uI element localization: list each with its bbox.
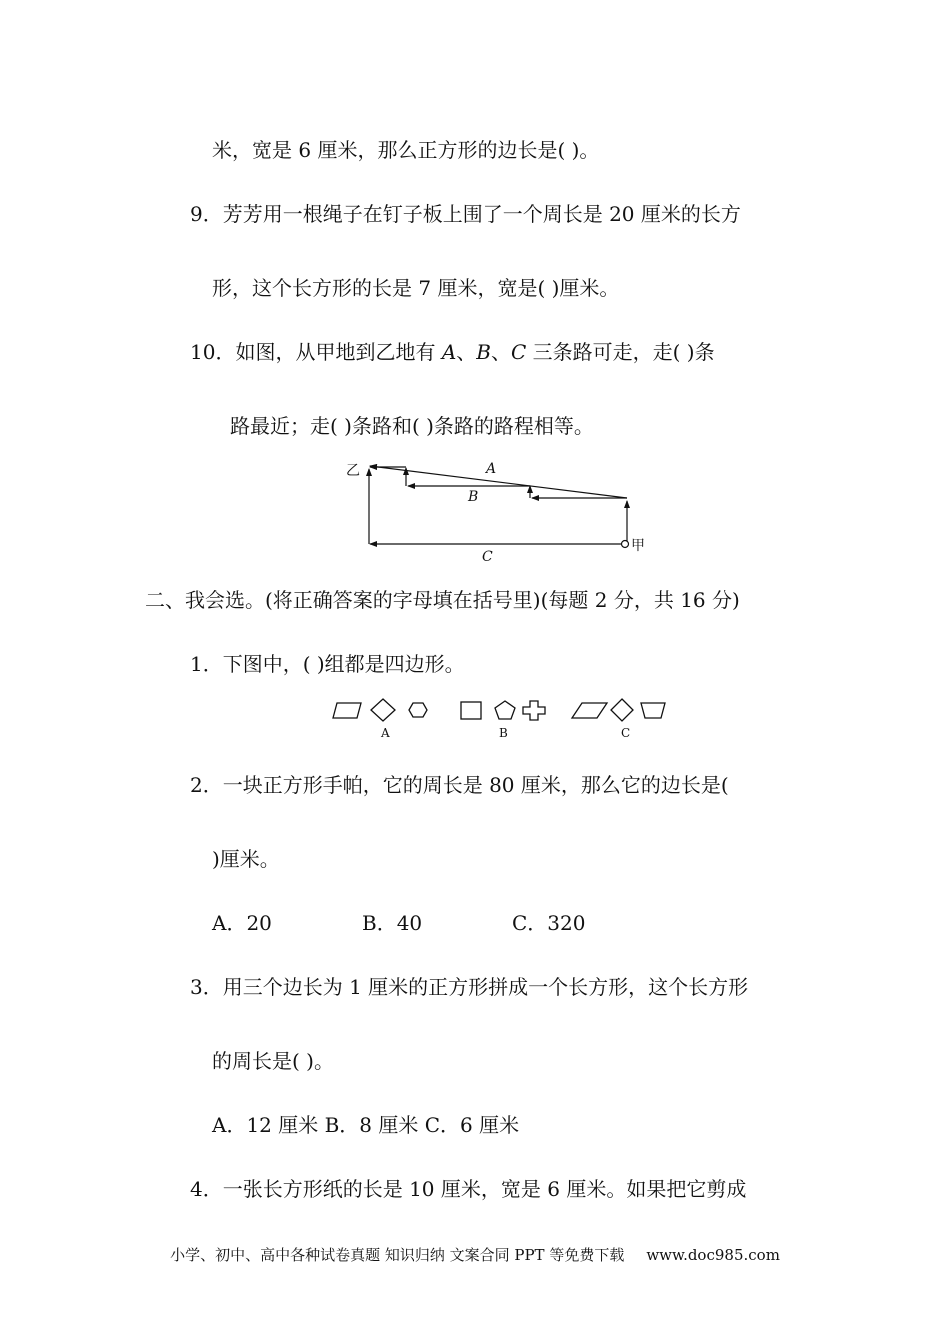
select-question-2-line-2: )厘米。	[212, 847, 280, 871]
q10-route-a: A	[441, 340, 457, 364]
label-route-b: B	[468, 489, 479, 505]
shape-b2-pentagon	[495, 701, 515, 719]
shape-c1-parallelogram	[572, 703, 607, 718]
question-10-line-1	[190, 338, 715, 366]
line-continuation: 米，宽是 6 厘米，那么正方形的边长是( )。	[212, 138, 600, 162]
label-jia: 甲	[631, 538, 645, 554]
q10-sep-1: 、	[456, 340, 477, 364]
q10-route-b: B	[476, 340, 491, 364]
q10-text-end: 三条路可走，走( )条	[526, 340, 715, 364]
select-question-3-line-2: 的周长是( )。	[212, 1049, 334, 1073]
shape-b3-cross	[523, 701, 545, 720]
q10-route-c: C	[510, 340, 527, 364]
select-question-2-line-1: 2．一块正方形手帕，它的周长是 80 厘米，那么它的边长是(	[190, 773, 729, 797]
q10-sep-2: 、	[490, 340, 511, 364]
select-question-4-line-1: 4．一张长方形纸的长是 10 厘米，宽是 6 厘米。如果把它剪成	[190, 1177, 747, 1201]
shapes-label-c: C	[621, 726, 631, 740]
select-question-1: 1．下图中，( )组都是四边形。	[190, 652, 465, 676]
q2-option-c: C．320	[512, 911, 586, 935]
select-question-3-line-1: 3．用三个边长为 1 厘米的正方形拼成一个长方形，这个长方形	[190, 975, 749, 999]
question-9-line-2: 形，这个长方形的长是 7 厘米，宽是( )厘米。	[212, 276, 620, 300]
shape-c2-diamond	[611, 699, 633, 721]
label-yi: 乙	[346, 463, 360, 479]
shape-b1-square	[461, 702, 481, 719]
q2-option-b: B．40	[362, 911, 423, 935]
footer-text: 小学、初中、高中各种试卷真题 知识归纳 文案合同 PPT 等免费下载	[170, 1246, 625, 1264]
page-footer	[0, 1245, 950, 1265]
shapes-label-b: B	[499, 726, 508, 740]
shapes-label-a: A	[381, 726, 390, 740]
label-route-c: C	[482, 549, 493, 565]
shapes-diagram	[325, 698, 675, 744]
label-route-a: A	[486, 461, 497, 477]
route-a-line	[370, 466, 627, 498]
route-diagram	[340, 455, 660, 565]
shape-a1-parallelogram	[333, 703, 361, 718]
question-10-line-2: 路最近；走( )条路和( )条路的路程相等。	[230, 414, 594, 438]
shape-c3-trapezoid	[641, 703, 665, 718]
q2-option-a: A．20	[212, 911, 272, 935]
shape-a2-diamond	[371, 699, 395, 721]
section-2-heading: 二、我会选。(将正确答案的字母填在括号里)(每题 2 分，共 16 分)	[145, 588, 740, 612]
footer-url[interactable]: www.doc985.com	[646, 1246, 780, 1264]
jia-point	[622, 541, 629, 548]
q10-text-start: 10．如图，从甲地到乙地有	[190, 340, 442, 364]
question-9-line-1: 9．芳芳用一根绳子在钉子板上围了一个周长是 20 厘米的长方	[190, 202, 741, 226]
q3-options: A．12 厘米 B．8 厘米 C．6 厘米	[212, 1113, 520, 1137]
shape-a3-hexagon	[409, 703, 427, 717]
